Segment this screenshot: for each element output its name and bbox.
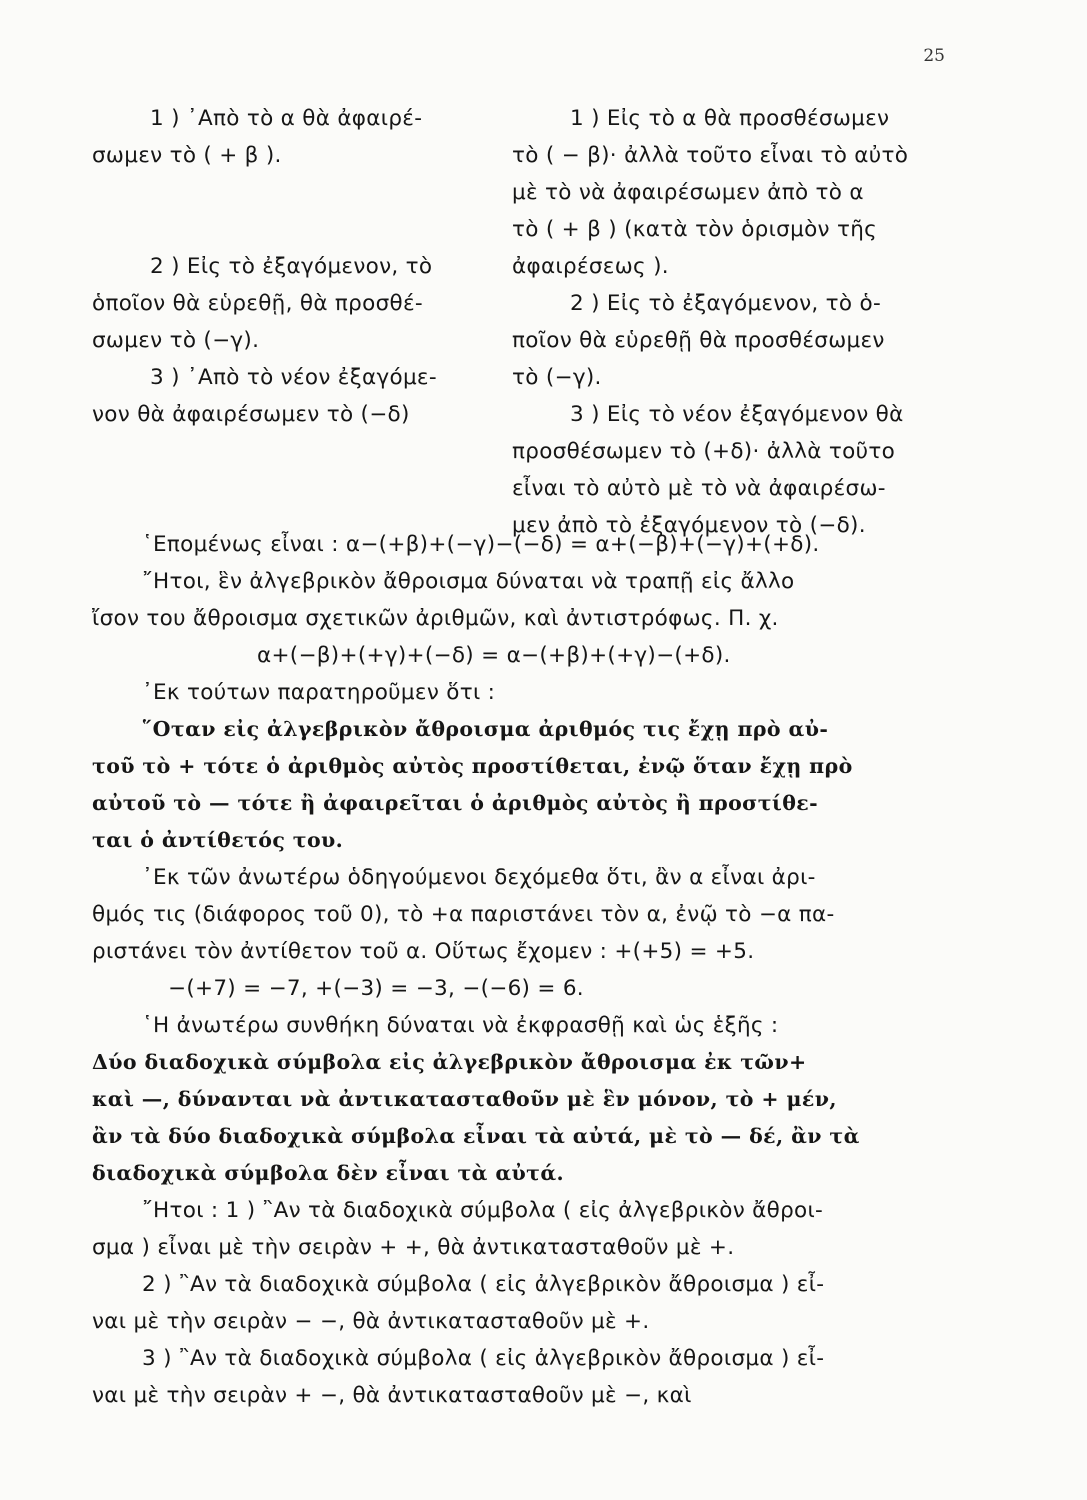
equation-line: α+(−β)+(+γ)+(−δ) = α−(+β)+(+γ)−(+δ). [257, 643, 731, 668]
text-line: ᾿Εκ τῶν ἀνωτέρω ὁδηγούμενοι δεχόμεθα ὅτι, ἂν α εἶναι ἀρι- [142, 865, 816, 890]
text-line: τὸ ( + β ) (κατὰ τὸν ὁρισμὸν τῆς [512, 217, 878, 242]
text-line: εἶναι τὸ αὐτὸ μὲ τὸ νὰ ἀφαιρέσω- [512, 476, 886, 501]
right-column [512, 100, 952, 544]
text-line: ῎Ητοι : 1 ) ῍Αν τὰ διαδοχικὰ σύμβολα ( εἰς ἀλγεβρικὸν ἄθροι- [142, 1198, 824, 1223]
rule-line: ἂν τὰ δύο διαδοχικὰ σύμβολα εἶναι τὰ αὐτά, μὲ τὸ — δέ, ἂν τὰ [92, 1124, 860, 1148]
text-line: 1 ) Εἰς τὸ α θὰ προσθέσωμεν [570, 106, 890, 131]
page-number: 25 [923, 46, 945, 66]
text-line: ῾Επομένως εἶναι : α−(+β)+(−γ)−(−δ) = α+(−β)+(−γ)+(+δ). [142, 532, 820, 557]
text-line: ποῖον θὰ εὑρεθῇ θὰ προσθέσωμεν [512, 328, 885, 353]
text-line: 3 ) ῍Αν τὰ διαδοχικὰ σύμβολα ( εἰς ἀλγεβρικὸν ἄθροισμα ) εἶ- [142, 1346, 825, 1371]
text-line: μεν ἀπὸ τὸ ἐξαγόμενον τὸ (−δ). [512, 513, 866, 538]
two-column-comparison [92, 100, 952, 538]
text-line: ῎Ητοι, ἓν ἀλγεβρικὸν ἄθροισμα δύναται νὰ τραπῇ εἰς ἄλλο [142, 569, 795, 594]
text-line: ναι μὲ τὴν σειρὰν − −, θὰ ἀντικατασταθοῦν μὲ +. [92, 1309, 650, 1334]
text-line: 2 ) Εἰς τὸ ἐξαγόμενον, τὸ [150, 254, 433, 279]
text-line: ῾Η ἀνωτέρω συνθήκη δύναται νὰ ἐκφρασθῇ καὶ ὡς ἑξῆς : [142, 1013, 779, 1038]
rule-line: ῞Οταν εἰς ἀλγεβρικὸν ἄθροισμα ἀριθμός τις ἔχῃ πρὸ αὐ- [142, 717, 829, 741]
text-line: σωμεν τὸ (−γ). [92, 328, 260, 353]
text-line: θμός τις (διάφορος τοῦ 0), τὸ +α παριστάνει τὸν α, ἐνῷ τὸ −α πα- [92, 902, 835, 927]
rule-line: Δύο διαδοχικὰ σύμβολα εἰς ἀλγεβρικὸν ἄθροισμα ἐκ τῶν+ [92, 1050, 807, 1074]
text-line: 2 ) ῍Αν τὰ διαδοχικὰ σύμβολα ( εἰς ἀλγεβρικὸν ἄθροισμα ) εἶ- [142, 1272, 825, 1297]
main-body [92, 526, 952, 1414]
rule-line: αὐτοῦ τὸ — τότε ἢ ἀφαιρεῖται ὁ ἀριθμὸς αὐτὸς ἢ προστίθε- [92, 791, 819, 815]
text-line: ὁποῖον θὰ εὑρεθῇ, θὰ προσθέ- [92, 291, 423, 316]
equation-line: −(+7) = −7, +(−3) = −3, −(−6) = 6. [168, 976, 584, 1001]
text-line: 2 ) Εἰς τὸ ἐξαγόμενον, τὸ ὁ- [570, 291, 882, 316]
text-line: ριστάνει τὸν ἀντίθετον τοῦ α. Οὕτως ἔχομεν : +(+5) = +5. [92, 939, 755, 964]
rule-line: καὶ —, δύνανται νὰ ἀντικατασταθοῦν μὲ ἓν μόνον, τὸ + μέν, [92, 1087, 837, 1111]
text-line: τὸ (−γ). [512, 365, 602, 390]
text-line: προσθέσωμεν τὸ (+δ)· ἀλλὰ τοῦτο [512, 439, 896, 464]
text-line: 3 ) ᾿Απὸ τὸ νέον ἐξαγόμε- [150, 365, 437, 390]
left-column [92, 100, 492, 433]
text-line: τὸ ( − β)· ἀλλὰ τοῦτο εἶναι τὸ αὐτὸ [512, 143, 909, 168]
text-line: 3 ) Εἰς τὸ νέον ἐξαγόμενον θὰ [570, 402, 904, 427]
rule-line: ται ὁ ἀντίθετός του. [92, 828, 344, 852]
rule-line: διαδοχικὰ σύμβολα δὲν εἶναι τὰ αὐτά. [92, 1161, 565, 1185]
text-line: ᾿Εκ τούτων παρατηροῦμεν ὅτι : [142, 680, 496, 705]
text-line: σμα ) εἶναι μὲ τὴν σειρὰν + +, θὰ ἀντικατασταθοῦν μὲ +. [92, 1235, 735, 1260]
text-line: 1 ) ᾿Απὸ τὸ α θὰ ἀφαιρέ- [150, 106, 423, 131]
text-line: μὲ τὸ νὰ ἀφαιρέσωμεν ἀπὸ τὸ α [512, 180, 864, 205]
text-line: νον θὰ ἀφαιρέσωμεν τὸ (−δ) [92, 402, 410, 427]
text-line: σωμεν τὸ ( + β ). [92, 143, 282, 168]
rule-line: τοῦ τὸ + τότε ὁ ἀριθμὸς αὐτὸς προστίθεται, ἐνῷ ὅταν ἔχῃ πρὸ [92, 754, 853, 778]
text-line: ἴσον του ἄθροισμα σχετικῶν ἀριθμῶν, καὶ ἀντιστρόφως. Π. χ. [92, 606, 779, 631]
text-line: ναι μὲ τὴν σειρὰν + −, θὰ ἀντικατασταθοῦν μὲ −, καὶ [92, 1383, 692, 1408]
text-line: ἀφαιρέσεως ). [512, 254, 669, 279]
